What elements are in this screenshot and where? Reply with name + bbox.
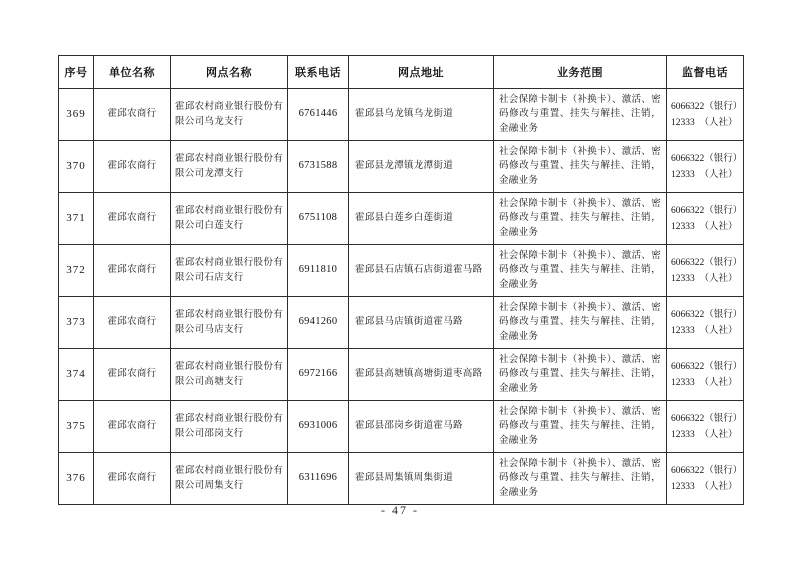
cell-phone: 6311696 [288, 453, 349, 505]
cell-phone: 6931006 [288, 401, 349, 453]
column-header: 联系电话 [288, 56, 349, 89]
cell-phone: 6972166 [288, 349, 349, 401]
cell-supervision [667, 453, 744, 505]
service-outlets-table [58, 55, 744, 505]
supervision-line: 12333 （人社） [671, 429, 738, 440]
column-header: 网点名称 [171, 56, 288, 89]
cell-supervision [667, 193, 744, 245]
table-row [59, 349, 744, 401]
cell-supervision [667, 245, 744, 297]
cell-phone: 6941260 [288, 297, 349, 349]
table-body [59, 89, 744, 505]
cell-serial: 372 [59, 245, 94, 297]
column-header: 单位名称 [94, 56, 171, 89]
supervision-line: 12333 （人社） [671, 221, 738, 232]
table-row [59, 193, 744, 245]
cell-supervision [667, 89, 744, 141]
cell-serial: 369 [59, 89, 94, 141]
cell-branch: 霍邱农村商业银行股份有限公司周集支行 [171, 453, 288, 505]
supervision-line: 6066322（银行） [671, 465, 743, 476]
cell-unit: 霍邱农商行 [94, 401, 171, 453]
table-row [59, 401, 744, 453]
supervision-line: 12333 （人社） [671, 117, 738, 128]
supervision-line: 6066322（银行） [671, 257, 743, 268]
cell-unit: 霍邱农商行 [94, 349, 171, 401]
table-row [59, 89, 744, 141]
supervision-line: 6066322（银行） [671, 309, 743, 320]
cell-branch: 霍邱农村商业银行股份有限公司邵岗支行 [171, 401, 288, 453]
cell-phone: 6731588 [288, 141, 349, 193]
cell-address: 霍邱县龙潭镇龙潭街道 [349, 141, 494, 193]
cell-supervision [667, 297, 744, 349]
supervision-line: 12333 （人社） [671, 325, 738, 336]
cell-scope: 社会保障卡制卡（补换卡）、激活、密码修改与重置、挂失与解挂、注销，金融业务 [494, 297, 667, 349]
cell-unit: 霍邱农商行 [94, 453, 171, 505]
cell-unit: 霍邱农商行 [94, 193, 171, 245]
supervision-line: 12333 （人社） [671, 481, 738, 492]
cell-phone: 6911810 [288, 245, 349, 297]
column-header: 网点地址 [349, 56, 494, 89]
supervision-line: 6066322（银行） [671, 101, 743, 112]
supervision-line: 6066322（银行） [671, 361, 743, 372]
cell-branch: 霍邱农村商业银行股份有限公司高塘支行 [171, 349, 288, 401]
column-header: 监督电话 [667, 56, 744, 89]
cell-address: 霍邱县石店镇石店街道霍马路 [349, 245, 494, 297]
cell-scope: 社会保障卡制卡（补换卡）、激活、密码修改与重置、挂失与解挂、注销，金融业务 [494, 193, 667, 245]
cell-address: 霍邱县乌龙镇乌龙街道 [349, 89, 494, 141]
cell-unit: 霍邱农商行 [94, 245, 171, 297]
cell-unit: 霍邱农商行 [94, 89, 171, 141]
supervision-line: 12333 （人社） [671, 377, 738, 388]
cell-address: 霍邱县周集镇周集街道 [349, 453, 494, 505]
cell-address: 霍邱县马店镇街道霍马路 [349, 297, 494, 349]
cell-address: 霍邱县高塘镇高塘街道枣高路 [349, 349, 494, 401]
cell-branch: 霍邱农村商业银行股份有限公司马店支行 [171, 297, 288, 349]
supervision-line: 12333 （人社） [671, 169, 738, 180]
supervision-line: 6066322（银行） [671, 413, 743, 424]
cell-scope: 社会保障卡制卡（补换卡）、激活、密码修改与重置、挂失与解挂、注销，金融业务 [494, 89, 667, 141]
cell-scope: 社会保障卡制卡（补换卡）、激活、密码修改与重置、挂失与解挂、注销，金融业务 [494, 453, 667, 505]
cell-branch: 霍邱农村商业银行股份有限公司龙潭支行 [171, 141, 288, 193]
cell-branch: 霍邱农村商业银行股份有限公司白莲支行 [171, 193, 288, 245]
page-number: - 47 - [381, 503, 419, 517]
cell-supervision [667, 401, 744, 453]
supervision-line: 12333 （人社） [671, 273, 738, 284]
table-row [59, 453, 744, 505]
table-row [59, 245, 744, 297]
cell-supervision [667, 141, 744, 193]
column-header: 序号 [59, 56, 94, 89]
supervision-line: 6066322（银行） [671, 205, 743, 216]
cell-serial: 374 [59, 349, 94, 401]
column-header: 业务范围 [494, 56, 667, 89]
cell-branch: 霍邱农村商业银行股份有限公司乌龙支行 [171, 89, 288, 141]
table-row [59, 297, 744, 349]
cell-unit: 霍邱农商行 [94, 141, 171, 193]
cell-scope: 社会保障卡制卡（补换卡）、激活、密码修改与重置、挂失与解挂、注销，金融业务 [494, 141, 667, 193]
cell-serial: 371 [59, 193, 94, 245]
table-row [59, 141, 744, 193]
cell-serial: 373 [59, 297, 94, 349]
supervision-line: 6066322（银行） [671, 153, 743, 164]
cell-serial: 375 [59, 401, 94, 453]
table-header-row [59, 56, 744, 89]
cell-address: 霍邱县白莲乡白莲街道 [349, 193, 494, 245]
cell-scope: 社会保障卡制卡（补换卡）、激活、密码修改与重置、挂失与解挂、注销，金融业务 [494, 245, 667, 297]
cell-supervision [667, 349, 744, 401]
cell-serial: 370 [59, 141, 94, 193]
cell-unit: 霍邱农商行 [94, 297, 171, 349]
cell-phone: 6751108 [288, 193, 349, 245]
cell-branch: 霍邱农村商业银行股份有限公司石店支行 [171, 245, 288, 297]
cell-phone: 6761446 [288, 89, 349, 141]
cell-serial: 376 [59, 453, 94, 505]
cell-address: 霍邱县邵岗乡街道霍马路 [349, 401, 494, 453]
cell-scope: 社会保障卡制卡（补换卡）、激活、密码修改与重置、挂失与解挂、注销，金融业务 [494, 349, 667, 401]
cell-scope: 社会保障卡制卡（补换卡）、激活、密码修改与重置、挂失与解挂、注销，金融业务 [494, 401, 667, 453]
